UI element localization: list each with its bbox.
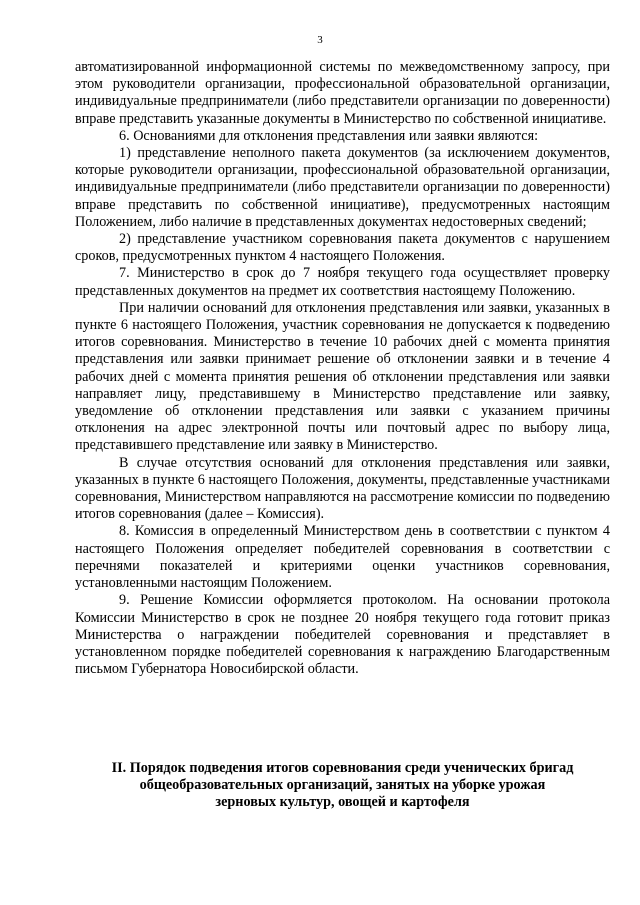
page-number: 3 [317, 34, 323, 46]
section-heading-line: общеобразовательных организаций, занятых на уборке урожая [139, 777, 546, 794]
document-body [75, 59, 610, 678]
section-heading [75, 760, 610, 812]
paragraph: 8. Комиссия в определенный Министерством день в соответствии с пунктом 4 настоящего Положения определяет победителей соревнования в соответствии с перечнями показателей и критериями оценки участников соревнования, установленными настоящим Положением. [75, 523, 610, 592]
paragraph: В случае отсутствия оснований для отклонения представления или заявки, указанных в пункте 6 настоящего Положения, документы, представленные участниками соревнования, Министерством направляются на рассмотрение комиссии по подведению итогов соревнования (далее – Комиссия). [75, 454, 610, 523]
paragraph: 9. Решение Комиссии оформляется протоколом. На основании протокола Комиссии Министерство в срок не позднее 20 ноября текущего года готовит приказ Министерства о награждении победителей соревнования и представляет в установленном порядке победителей соревнования к награждению Благодарственным письмом Губернатора Новосибирской области. [75, 592, 610, 678]
paragraph: 1) представление неполного пакета документов (за исключением документов, которые руководители организации, профессиональной образовательной организации, индивидуальные предприниматели (либо представители организации по доверенности) вправе представить по собственной инициативе), предусмотренных настоящим Положением, либо наличие в представленных документах недостоверных сведений; [75, 145, 610, 230]
paragraph: 2) представление участником соревнования пакета документов с нарушением сроков, предусмотренных пунктом 4 настоящего Положения. [75, 231, 610, 265]
section-heading-line: II. Порядок подведения итогов соревнования среди ученических бригад [111, 760, 574, 776]
paragraph: 6. Основаниями для отклонения представления или заявки являются: [119, 127, 539, 144]
paragraph: При наличии оснований для отклонения представления или заявки, указанных в пункте 6 настоящего Положения, участник соревнования не допускается к подведению итогов соревнования. Министерство в течение 10 рабочих дней с момента принятия представления или заявки принимает решение об отклонении заявки и в течение 4 рабочих дней с момента принятия решения об отклонении представления или заявки направляет лицу, представившему в Министерство представление или заявку, уведомление об отклонении представления или заявки с указанием причины отклонения на адрес электронной почты или почтовый адрес по выбору лица, представившего представление или заявку в Министерство. [75, 299, 610, 454]
paragraph: 7. Министерство в срок до 7 ноября текущего года осуществляет проверку представленных документов на предмет их соответствия настоящему Положению. [75, 265, 610, 299]
section-heading-line: зерновых культур, овощей и картофеля [215, 794, 470, 811]
paragraph: автоматизированной информационной системы по межведомственному запросу, при этом руководители организации, профессиональной образовательной организации, индивидуальные предприниматели (либо представители организации по доверенности) вправе представить указанные документы в Министерство по собственной инициативе. [75, 59, 610, 127]
